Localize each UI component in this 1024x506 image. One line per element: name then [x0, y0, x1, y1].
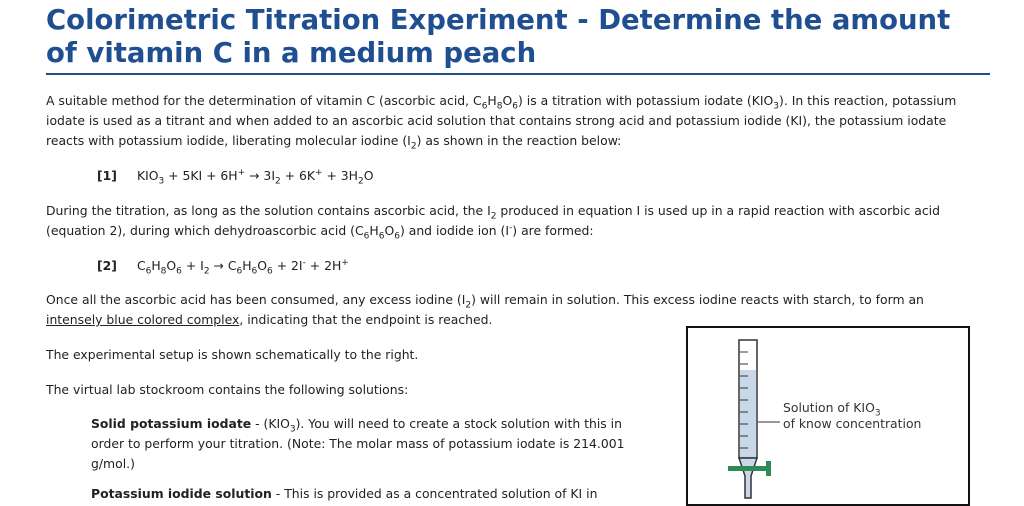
item-name: Potassium iodide solution	[91, 486, 272, 501]
titration-paragraph: During the titration, as long as the solution contains ascorbic acid, the $I_2$ produced in equation I is used up in a rapid reaction with ascorbic acid (equation 2), during which dehydroascorbic acid $(C_6H_6O_6)$ and iodide ion (I-) are formed:	[46, 203, 940, 242]
burette-tip	[739, 458, 757, 498]
blue-complex-link[interactable]: intensely blue colored complex	[46, 312, 240, 327]
intro-paragraph: A suitable method for the determination of vitamin C (ascorbic acid, $C_6H_8O_6$) is a titration with potassium iodate $(KIO_3)$. In this reaction, potassium iodate is used as a titrant and when added to an ascorbic acid solution that contains strong acid and potassium iodide (KI), the potassium iodate reacts with potassium iodide, liberating molecular iodine $(I_2)$ as shown in the reaction below:	[46, 93, 957, 152]
stockroom-item-potassium-iodate: Solid potassium iodate - $(KIO_3)$. You will need to create a stock solution with this in order to perform your titration. (Note: The molar mass of potassium iodate is 214.001 g/mol.)	[91, 416, 625, 471]
title-underline	[46, 73, 990, 75]
equation-2: [2] $C_6H_8O_6 + I_2 \to C_6H_6O_6 + 2I^- + 2H^+$	[97, 257, 349, 277]
burette-liquid	[740, 370, 756, 457]
item-name: Solid potassium iodate	[91, 416, 252, 431]
page-title: Colorimetric Titration Experiment - Determine the amount of vitamin C in a medium peach	[46, 4, 951, 69]
experimental-setup-figure	[686, 326, 970, 506]
equation-1: [1] $KIO_3 + 5KI + 6H^+ \to 3I_2 + 6K^+ + 3H_2O$	[97, 167, 374, 187]
burette-label: Solution of $KIO_3$ of know concentration	[783, 400, 922, 431]
stockroom-paragraph: The virtual lab stockroom contains the following solutions:	[46, 382, 409, 397]
setup-paragraph: The experimental setup is shown schematically to the right.	[46, 347, 419, 362]
stockroom-item-potassium-iodide: Potassium iodide solution - This is provided as a concentrated solution of KI in	[91, 486, 598, 501]
stopcock-handle	[728, 466, 768, 471]
equation-number: [2]	[97, 258, 117, 273]
stopcock-knob	[766, 461, 771, 476]
equation-number: [1]	[97, 168, 117, 183]
endpoint-paragraph: Once all the ascorbic acid has been consumed, any excess iodine $(I_2)$ will remain in solution. This excess iodine reacts with starch, to form an intensely blue colored complex, indicating that the endpoint is reached.	[46, 292, 924, 327]
